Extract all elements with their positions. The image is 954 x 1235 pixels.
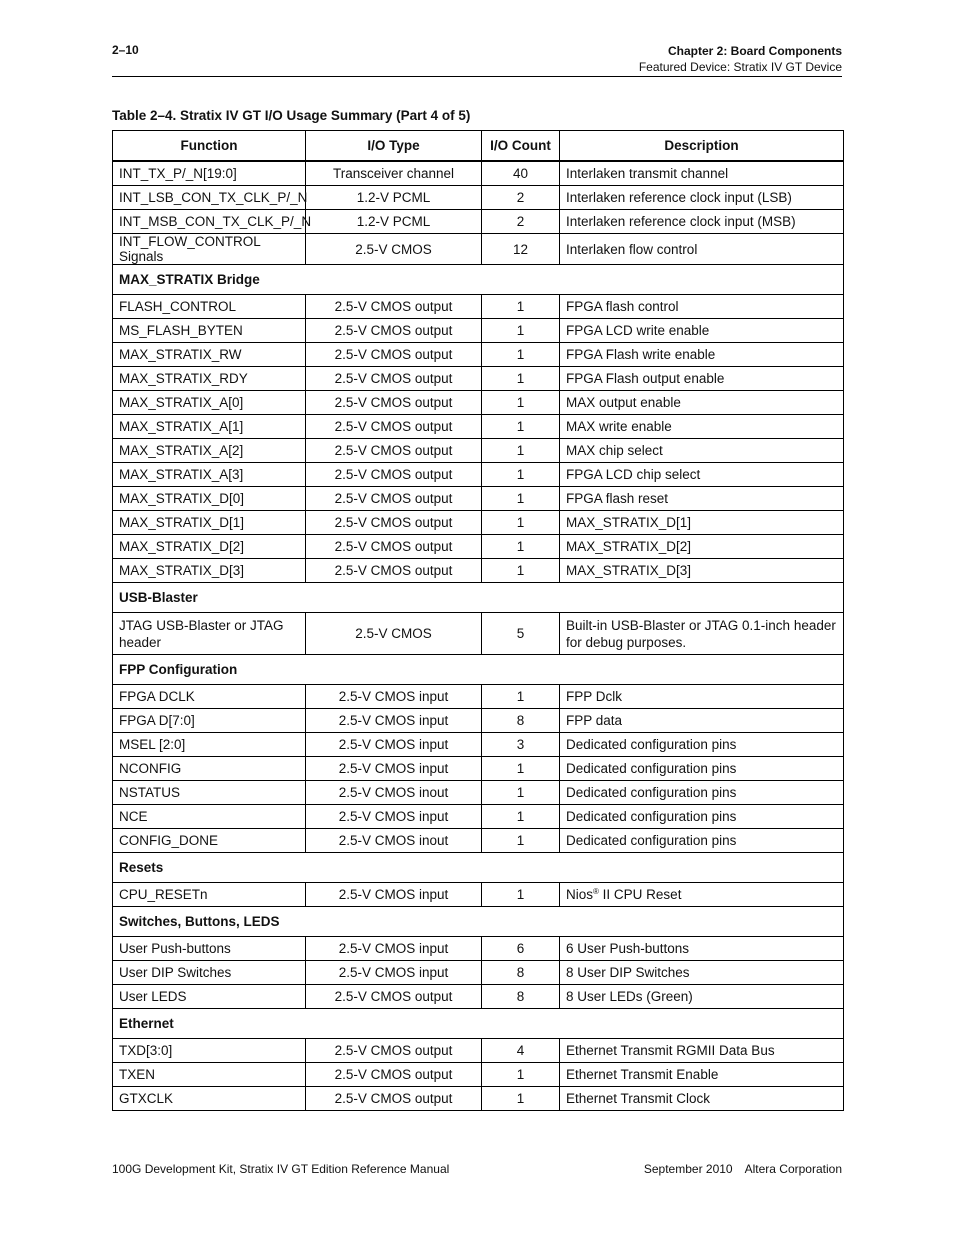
table-row [113,781,844,805]
cell-function: GTXCLK [113,1087,306,1111]
description-text-tail: II CPU Reset [598,887,682,902]
cell-description: Interlaken transmit channel [560,161,844,186]
cell-function: FLASH_CONTROL [113,295,306,319]
table-row [113,1039,844,1063]
cell-description: MAX_STRATIX_D[1] [560,511,844,535]
cell-description: FPGA LCD write enable [560,319,844,343]
header-rule [112,76,842,77]
footer-right [644,1162,842,1176]
table-row [113,805,844,829]
cell-io-count: 12 [482,234,560,265]
cell-io-count: 1 [482,685,560,709]
cell-io-count: 4 [482,1039,560,1063]
cell-io-count: 1 [482,883,560,907]
cell-function: CPU_RESETn [113,883,306,907]
cell-io-count: 1 [482,343,560,367]
cell-description: MAX output enable [560,391,844,415]
table-header-row [113,131,844,162]
cell-io-type: 2.5-V CMOS output [306,1063,482,1087]
table-row [113,1087,844,1111]
table-row [113,883,844,907]
cell-function: MAX_STRATIX_D[0] [113,487,306,511]
cell-io-count: 1 [482,511,560,535]
cell-function: MAX_STRATIX_D[2] [113,535,306,559]
cell-io-count: 1 [482,487,560,511]
cell-io-type: 2.5-V CMOS output [306,415,482,439]
table-row [113,391,844,415]
chapter-title: Chapter 2: Board Components [667,44,842,58]
table-body [113,161,844,1111]
registered-mark: ® [593,887,599,896]
column-header-io-type: I/O Type [306,131,482,162]
table-row [113,415,844,439]
cell-io-count: 1 [482,829,560,853]
cell-function: FPGA DCLK [113,685,306,709]
cell-function: User Push-buttons [113,937,306,961]
cell-function: MAX_STRATIX_A[2] [113,439,306,463]
table-row [113,559,844,583]
cell-io-count: 1 [482,319,560,343]
table-row [113,210,844,234]
cell-description: MAX chip select [560,439,844,463]
cell-io-count: 2 [482,210,560,234]
cell-description: FPGA Flash output enable [560,367,844,391]
cell-io-count: 1 [482,391,560,415]
cell-io-type: 2.5-V CMOS input [306,961,482,985]
cell-function: NCONFIG [113,757,306,781]
footer-manual-title: 100G Development Kit, Stratix IV GT Edition Reference Manual [112,1162,450,1176]
cell-io-type: 2.5-V CMOS input [306,757,482,781]
cell-function: CONFIG_DONE [113,829,306,853]
table-row [113,487,844,511]
cell-function: MAX_STRATIX_A[3] [113,463,306,487]
table-row [113,985,844,1009]
table-row [113,535,844,559]
cell-io-count: 5 [482,613,560,655]
table-row [113,733,844,757]
cell-io-count: 1 [482,463,560,487]
section-row [113,655,844,685]
table-row [113,463,844,487]
table-row [113,757,844,781]
cell-description: Dedicated configuration pins [560,829,844,853]
table-row [113,937,844,961]
section-heading: Ethernet [113,1009,844,1039]
cell-function: MAX_STRATIX_RW [113,343,306,367]
cell-io-type: 2.5-V CMOS inout [306,781,482,805]
section-title: Featured Device: Stratix IV GT Device [638,60,842,74]
cell-description: MAX write enable [560,415,844,439]
cell-description: FPGA flash reset [560,487,844,511]
running-header [639,43,842,75]
footer-company: Altera Corporation [744,1162,842,1176]
cell-function: INT_MSB_CON_TX_CLK_P/_N [113,210,306,234]
cell-description: Dedicated configuration pins [560,733,844,757]
table-row [113,961,844,985]
cell-function: User DIP Switches [113,961,306,985]
cell-function: MSEL [2:0] [113,733,306,757]
table-row [113,319,844,343]
cell-function: INT_TX_P/_N[19:0] [113,161,306,186]
cell-io-type: 2.5-V CMOS output [306,511,482,535]
cell-io-count: 1 [482,415,560,439]
cell-description: Built-in USB-Blaster or JTAG 0.1-inch header for debug purposes. [560,613,844,655]
column-header-io-count: I/O Count [482,131,560,162]
section-row [113,1009,844,1039]
cell-description: Dedicated configuration pins [560,805,844,829]
section-row [113,265,844,295]
cell-io-count: 2 [482,186,560,210]
section-row [113,907,844,937]
table-row [113,234,844,265]
table-row [113,367,844,391]
cell-io-count: 3 [482,733,560,757]
cell-io-type: 2.5-V CMOS output [306,367,482,391]
cell-io-count: 6 [482,937,560,961]
table-row [113,439,844,463]
cell-function: TXEN [113,1063,306,1087]
page-number: 2–10 [112,43,139,57]
cell-function: User LEDS [113,985,306,1009]
cell-function: NCE [113,805,306,829]
cell-function: TXD[3:0] [113,1039,306,1063]
cell-io-type: 2.5-V CMOS output [306,463,482,487]
cell-io-count: 8 [482,985,560,1009]
cell-description: FPGA LCD chip select [560,463,844,487]
cell-io-type: 2.5-V CMOS input [306,685,482,709]
cell-io-count: 8 [482,961,560,985]
cell-io-type: 2.5-V CMOS input [306,883,482,907]
cell-io-count: 1 [482,559,560,583]
table-row [113,343,844,367]
cell-io-type: 2.5-V CMOS output [306,1087,482,1111]
cell-description [560,883,844,907]
cell-io-type: 2.5-V CMOS output [306,1039,482,1063]
column-header-description: Description [560,131,844,162]
cell-function: NSTATUS [113,781,306,805]
cell-description: Interlaken reference clock input (MSB) [560,210,844,234]
cell-function: MAX_STRATIX_D[1] [113,511,306,535]
cell-description: Ethernet Transmit RGMII Data Bus [560,1039,844,1063]
cell-io-type: 2.5-V CMOS input [306,709,482,733]
cell-io-type: Transceiver channel [306,161,482,186]
cell-io-type: 2.5-V CMOS input [306,937,482,961]
cell-description: Dedicated configuration pins [560,781,844,805]
cell-io-type: 2.5-V CMOS input [306,805,482,829]
table-row [113,709,844,733]
table-row [113,685,844,709]
cell-description: Ethernet Transmit Enable [560,1063,844,1087]
column-header-function: Function [113,131,306,162]
cell-io-count: 1 [482,805,560,829]
cell-io-count: 1 [482,295,560,319]
cell-io-type: 2.5-V CMOS inout [306,829,482,853]
table-row [113,186,844,210]
cell-io-type: 2.5-V CMOS output [306,343,482,367]
section-heading: MAX_STRATIX Bridge [113,265,844,295]
table-row [113,161,844,186]
cell-function: MS_FLASH_BYTEN [113,319,306,343]
cell-io-type: 2.5-V CMOS output [306,391,482,415]
section-heading: USB-Blaster [113,583,844,613]
cell-io-type: 2.5-V CMOS output [306,295,482,319]
cell-function: MAX_STRATIX_A[0] [113,391,306,415]
section-row [113,583,844,613]
cell-io-type: 2.5-V CMOS output [306,487,482,511]
cell-io-type: 1.2-V PCML [306,210,482,234]
cell-function: JTAG USB-Blaster or JTAG header [113,613,306,655]
cell-io-type: 2.5-V CMOS output [306,559,482,583]
cell-description: MAX_STRATIX_D[2] [560,535,844,559]
cell-function: MAX_STRATIX_A[1] [113,415,306,439]
table-row [113,511,844,535]
cell-io-count: 1 [482,781,560,805]
cell-function: MAX_STRATIX_RDY [113,367,306,391]
section-row [113,853,844,883]
cell-io-type: 2.5-V CMOS output [306,985,482,1009]
cell-io-count: 1 [482,1087,560,1111]
table-caption: Table 2–4. Stratix IV GT I/O Usage Summary (Part 4 of 5) [112,108,471,123]
cell-io-type: 2.5-V CMOS [306,613,482,655]
cell-io-count: 1 [482,535,560,559]
cell-io-type: 2.5-V CMOS output [306,319,482,343]
cell-io-count: 1 [482,1063,560,1087]
cell-io-count: 1 [482,439,560,463]
cell-io-count: 40 [482,161,560,186]
cell-description: Dedicated configuration pins [560,757,844,781]
cell-io-type: 1.2-V PCML [306,186,482,210]
description-text: Nios [566,887,594,902]
cell-description: FPP Dclk [560,685,844,709]
cell-description: FPGA flash control [560,295,844,319]
cell-io-type: 2.5-V CMOS output [306,439,482,463]
cell-description: Interlaken flow control [560,234,844,265]
cell-function: FPGA D[7:0] [113,709,306,733]
cell-io-type: 2.5-V CMOS [306,234,482,265]
cell-io-count: 1 [482,757,560,781]
table-row [113,1063,844,1087]
cell-description: FPGA Flash write enable [560,343,844,367]
cell-function: INT_LSB_CON_TX_CLK_P/_N [113,186,306,210]
cell-function: INT_FLOW_CONTROL Signals [113,234,306,265]
cell-description: Ethernet Transmit Clock [560,1087,844,1111]
cell-io-count: 1 [482,367,560,391]
cell-description: 6 User Push-buttons [560,937,844,961]
io-usage-table [112,130,844,1111]
cell-description: 8 User DIP Switches [560,961,844,985]
cell-description: Interlaken reference clock input (LSB) [560,186,844,210]
section-heading: FPP Configuration [113,655,844,685]
cell-description: MAX_STRATIX_D[3] [560,559,844,583]
cell-io-type: 2.5-V CMOS input [306,733,482,757]
cell-io-count: 8 [482,709,560,733]
section-heading: Resets [113,853,844,883]
cell-description: FPP data [560,709,844,733]
table-row [113,295,844,319]
cell-description: 8 User LEDs (Green) [560,985,844,1009]
footer-date: September 2010 [643,1162,733,1176]
table-row [113,613,844,655]
cell-function: MAX_STRATIX_D[3] [113,559,306,583]
cell-io-type: 2.5-V CMOS output [306,535,482,559]
table-row [113,829,844,853]
section-heading: Switches, Buttons, LEDS [113,907,844,937]
